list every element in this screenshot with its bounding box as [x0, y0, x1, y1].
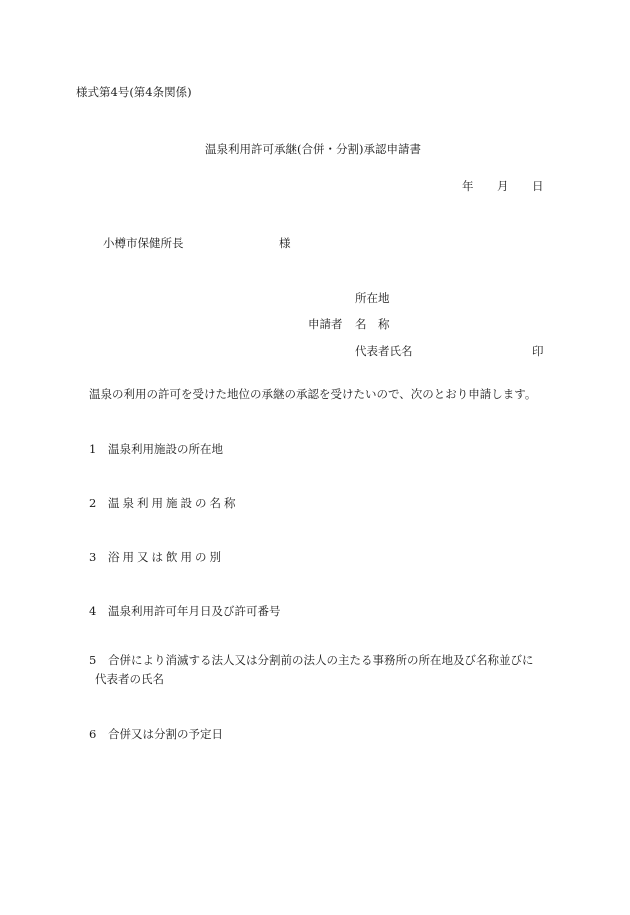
- item-label: 合併により消滅する法人又は分割前の法人の主たる事務所の所在地及び名称並びに: [108, 653, 534, 667]
- page-title: 温泉利用許可承継(合併・分割)承認申請書: [205, 142, 421, 156]
- item-number: 5: [89, 653, 97, 667]
- item-label: 温泉利用施設の所在地: [108, 442, 223, 456]
- item-label: 温泉利用施設の名称: [108, 496, 239, 510]
- addressee-honorific: 様: [279, 236, 291, 250]
- applicant-address-label: 所在地: [355, 291, 390, 305]
- applicant-representative-label: 代表者氏名: [355, 344, 413, 358]
- body-text: 温泉の利用の許可を受けた地位の承継の承認を受けたいので、次のとおり申請します。: [89, 387, 537, 401]
- applicant-label: 申請者: [308, 317, 343, 331]
- item-number: 6: [89, 727, 97, 741]
- item-label-continuation: 代表者の氏名: [95, 672, 164, 686]
- item-number: 4: [89, 604, 97, 618]
- seal-mark: 印: [532, 344, 544, 358]
- date-year: 年: [462, 179, 474, 193]
- addressee-name: 小樽市保健所長: [103, 236, 184, 250]
- form-number: 様式第4号(第4条関係): [76, 85, 192, 99]
- item-label: 温泉利用許可年月日及び許可番号: [108, 604, 281, 618]
- date-month: 月: [497, 179, 509, 193]
- item-label: 浴用又は飲用の別: [108, 550, 224, 564]
- item-number: 2: [89, 496, 97, 510]
- item-label: 合併又は分割の予定日: [108, 727, 223, 741]
- date-day: 日: [532, 179, 544, 193]
- item-number: 1: [89, 442, 97, 456]
- item-number: 3: [89, 550, 97, 564]
- applicant-name-label: 名 称: [355, 317, 390, 331]
